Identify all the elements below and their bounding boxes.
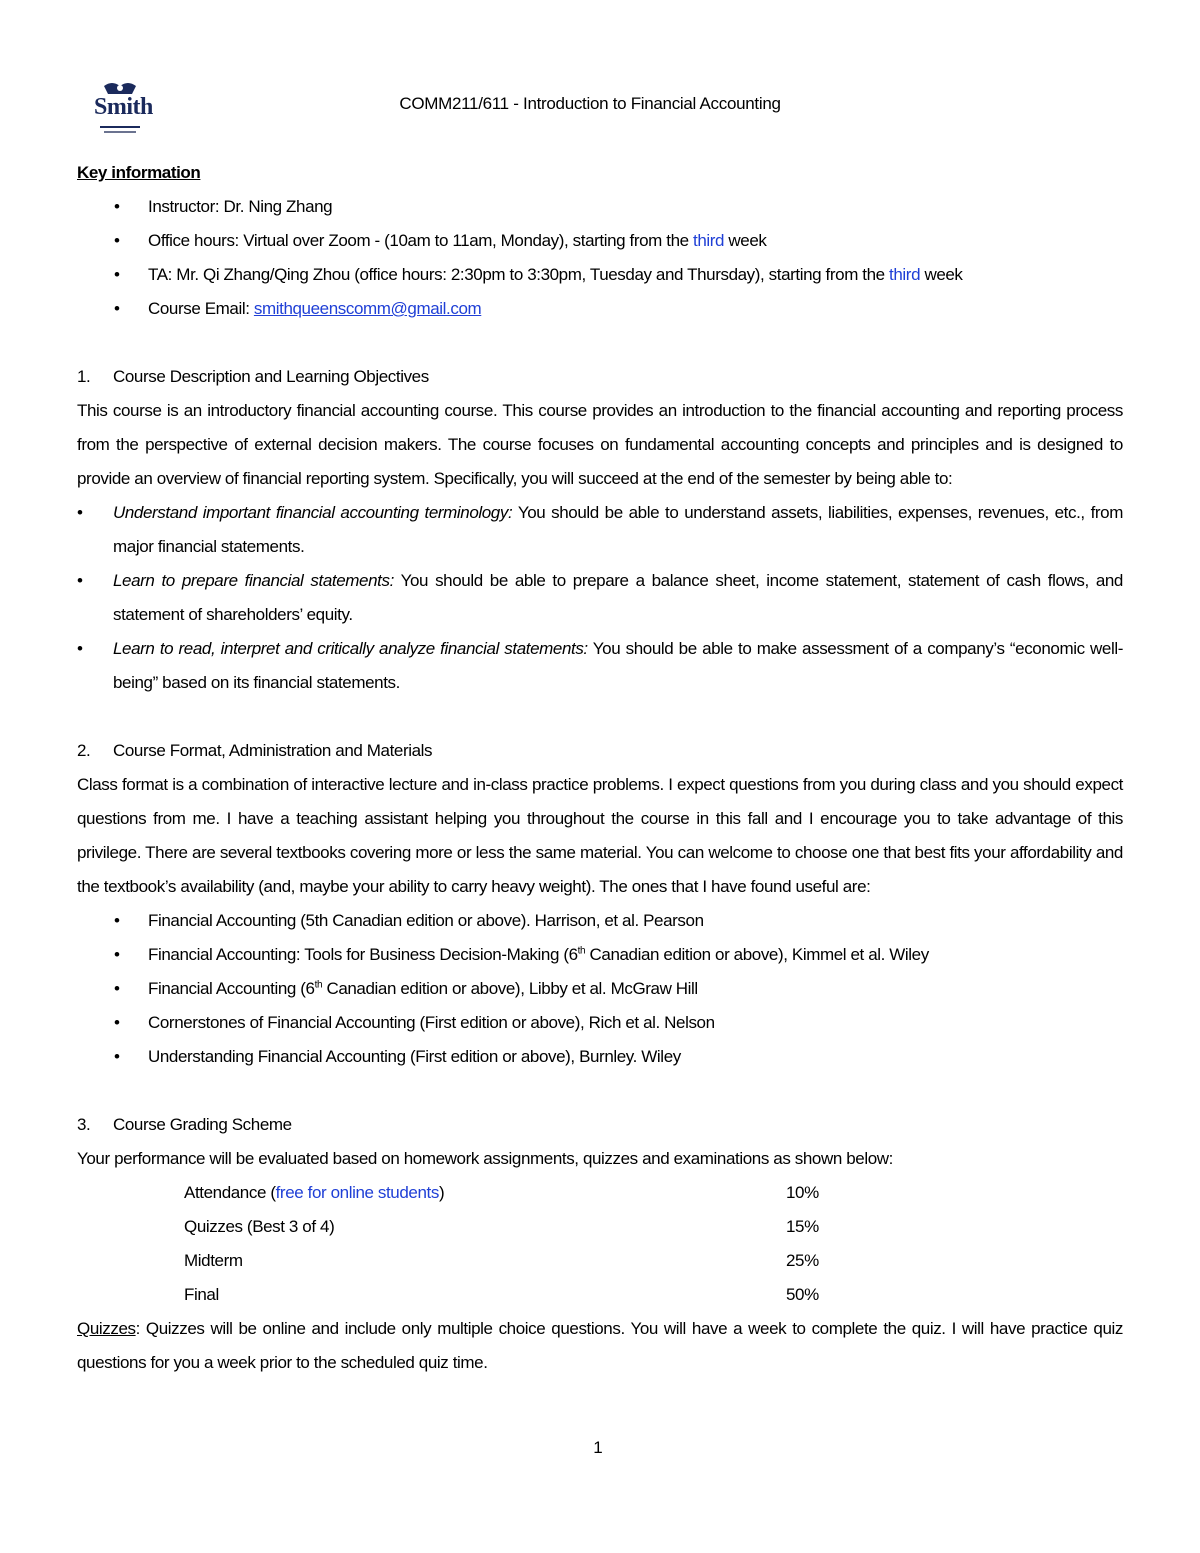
objective-item: • Understand important financial accounting terminology: You should be able to understand assets, liabilities, expenses, revenues, etc., from major financial statements. bbox=[77, 496, 1123, 564]
textbook-item: • Cornerstones of Financial Accounting (First edition or above), Rich et al. Nelson bbox=[77, 1006, 1123, 1040]
page-number: 1 bbox=[593, 1438, 603, 1457]
logo-wordmark: Smith bbox=[94, 94, 153, 120]
section-3-heading: 3. Course Grading Scheme bbox=[77, 1115, 292, 1134]
key-info-list bbox=[77, 190, 1123, 326]
objective-item: • Learn to read, interpret and critically analyze financial statements: You should be able to make assessment of a company’s “economic well-being” based on its financial statements. bbox=[77, 632, 1123, 700]
list-item-office-hours: • Office hours: Virtual over Zoom - (10am to 11am, Monday), starting from the third week bbox=[77, 224, 1123, 258]
section-1-intro: This course is an introductory financial accounting course. This course provides an introduction to the financial accounting and reporting process from the perspective of external decision makers. The course focuses on fundamental accounting concepts and principles and is designed to provide an overview of financial reporting system. Specifically, you will succeed at the end of the semester by being able to: bbox=[77, 401, 1123, 488]
section-1-heading: 1. Course Description and Learning Objectives bbox=[77, 367, 429, 386]
section-3-intro: Your performance will be evaluated based on homework assignments, quizzes and examinations as shown below: bbox=[77, 1149, 893, 1168]
document-title: COMM211/611 - Introduction to Financial Accounting bbox=[399, 94, 781, 113]
list-item-email: • Course Email: smithqueenscomm@gmail.com bbox=[77, 292, 1123, 326]
grading-table bbox=[77, 1176, 1123, 1312]
key-info-heading: Key information bbox=[77, 163, 201, 182]
objective-item: • Learn to prepare financial statements: You should be able to prepare a balance sheet, income statement, statement of cash flows, and statement of shareholders’ equity. bbox=[77, 564, 1123, 632]
textbook-item: • Financial Accounting: Tools for Business Decision-Making (6th Canadian edition or above), Kimmel et al. Wiley bbox=[77, 938, 1123, 972]
section-2-intro: Class format is a combination of interactive lecture and in-class practice problems. I expect questions from you during class and you should expect questions from me. I have a teaching assistant helping you throughout the course in this fall and I encourage you to take advantage of this privilege. There are several textbooks covering more or less the same material. You can welcome to choose one that best fits your affordability and the textbook’s availability (and, maybe your ability to carry heavy weight). The ones that I have found useful are: bbox=[77, 775, 1123, 896]
textbook-item: • Financial Accounting (6th Canadian edition or above), Libby et al. McGraw Hill bbox=[77, 972, 1123, 1006]
textbook-list bbox=[77, 904, 1123, 1074]
section-2-heading: 2. Course Format, Administration and Materials bbox=[77, 741, 433, 760]
textbook-item: • Understanding Financial Accounting (First edition or above), Burnley. Wiley bbox=[77, 1040, 1123, 1074]
document-body bbox=[77, 156, 1123, 1380]
list-item-instructor: • Instructor: Dr. Ning Zhang bbox=[77, 190, 1123, 224]
quiz-note: Quizzes: Quizzes will be online and include only multiple choice questions. You will have a week to complete the quiz. I will have practice quiz questions for you a week prior to the scheduled quiz time. bbox=[77, 1319, 1123, 1372]
list-item-ta: • TA: Mr. Qi Zhang/Qing Zhou (office hours: 2:30pm to 3:30pm, Tuesday and Thursday), starting from the third week bbox=[77, 258, 1123, 292]
grade-row-midterm: Midterm 25% bbox=[184, 1251, 819, 1270]
textbook-item: • Financial Accounting (5th Canadian edition or above). Harrison, et al. Pearson bbox=[77, 904, 1123, 938]
grade-row-attendance: Attendance (free for online students) 10% bbox=[184, 1183, 819, 1202]
grade-row-final: Final 50% bbox=[184, 1285, 819, 1304]
objectives-list bbox=[77, 496, 1123, 700]
email-link[interactable]: smithqueenscomm@gmail.com bbox=[253, 299, 482, 318]
grade-row-quizzes: Quizzes (Best 3 of 4) 15% bbox=[184, 1217, 819, 1236]
